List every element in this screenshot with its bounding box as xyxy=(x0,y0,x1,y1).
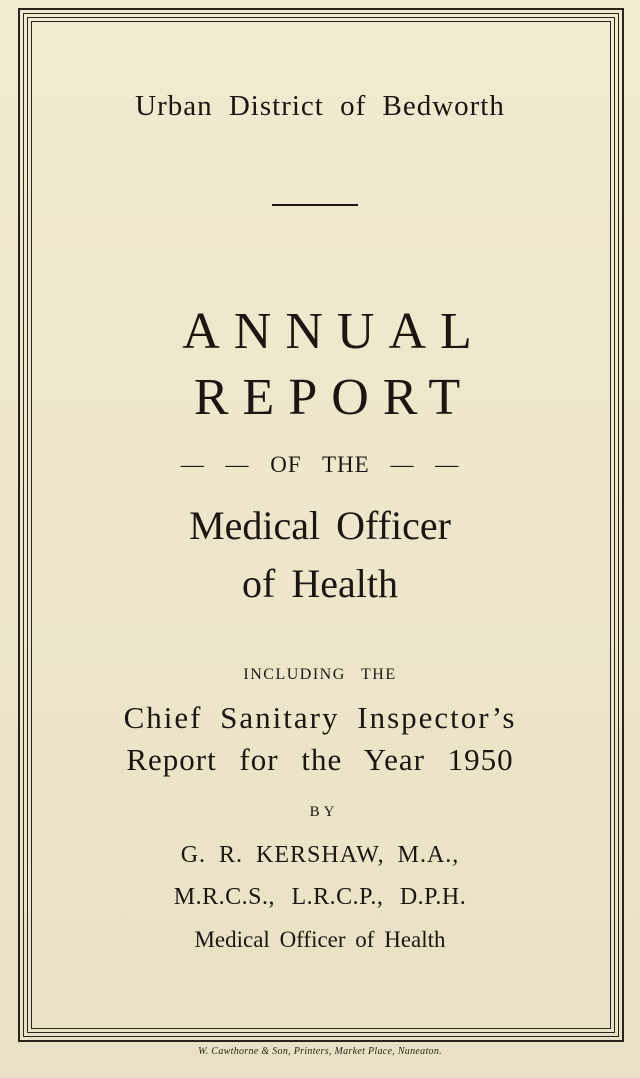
of-the-connector: — — OF THE — — xyxy=(180,452,460,477)
subject-of-health: of Health xyxy=(242,561,398,606)
printer-imprint: W. Cawthorne & Son, Printers, Market Place, Nuneaton. xyxy=(198,1046,442,1057)
author-name: G. R. KERSHAW, M.A., xyxy=(180,842,460,868)
district-name: Urban District of Bedworth xyxy=(135,90,505,122)
author-degrees: M.R.C.S., L.R.C.P., D.P.H. xyxy=(173,884,467,910)
divider-rule xyxy=(272,204,358,206)
author-title: Medical Officer of Health xyxy=(194,927,446,952)
title-report: REPORT xyxy=(193,369,475,426)
by-label: BY xyxy=(309,804,339,820)
subject-medical-officer: Medical Officer xyxy=(189,503,451,548)
report-year: Report for the Year 1950 xyxy=(126,742,514,777)
including-the: INCLUDING THE xyxy=(243,666,397,683)
title-annual: ANNUAL xyxy=(182,303,486,360)
inspector-title: Chief Sanitary Inspector’s xyxy=(123,700,517,735)
